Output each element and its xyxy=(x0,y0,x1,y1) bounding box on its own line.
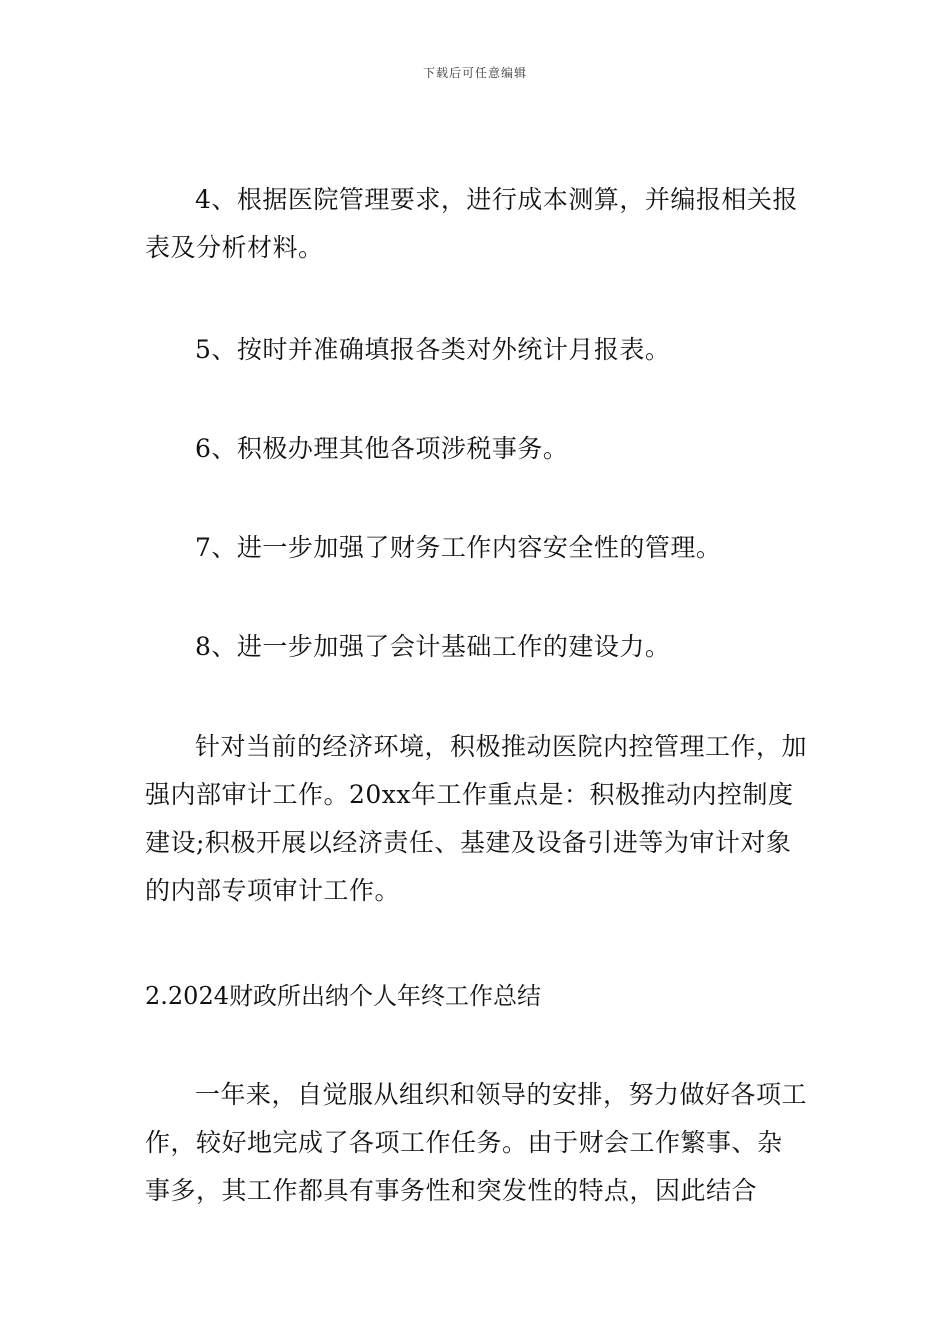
section-heading: 2.2024财政所出纳个人年终工作总结 xyxy=(145,982,541,1010)
page-header-note: 下载后可任意编辑 xyxy=(422,66,527,80)
list-item-8: 8、进一步加强了会计基础工作的建设力。 xyxy=(195,632,671,661)
list-item-6: 6、积极办理其他各项涉税事务。 xyxy=(195,434,569,463)
list-item-4: 4、根据医院管理要求，进行成本测算，并编报相关报表及分析材料。 xyxy=(145,185,798,262)
list-item-5: 5、按时并准确填报各类对外统计月报表。 xyxy=(195,335,671,364)
list-item-7: 7、进一步加强了财务工作内容安全性的管理。 xyxy=(195,533,722,562)
paragraph-focus: 针对当前的经济环境，积极推动医院内控管理工作，加强内部审计工作。20xx年工作重点是：积极推动内控制度建设;积极开展以经济责任、基建及设备引进等为审计对象的内部专项审计工作。 xyxy=(145,732,808,905)
paragraph-intro: 一年来，自觉服从组织和领导的安排，努力做好各项工作，较好地完成了各项工作任务。由于财会工作繁事、杂事多，其工作都具有事务性和突发性的特点，因此结合 xyxy=(145,1080,808,1205)
